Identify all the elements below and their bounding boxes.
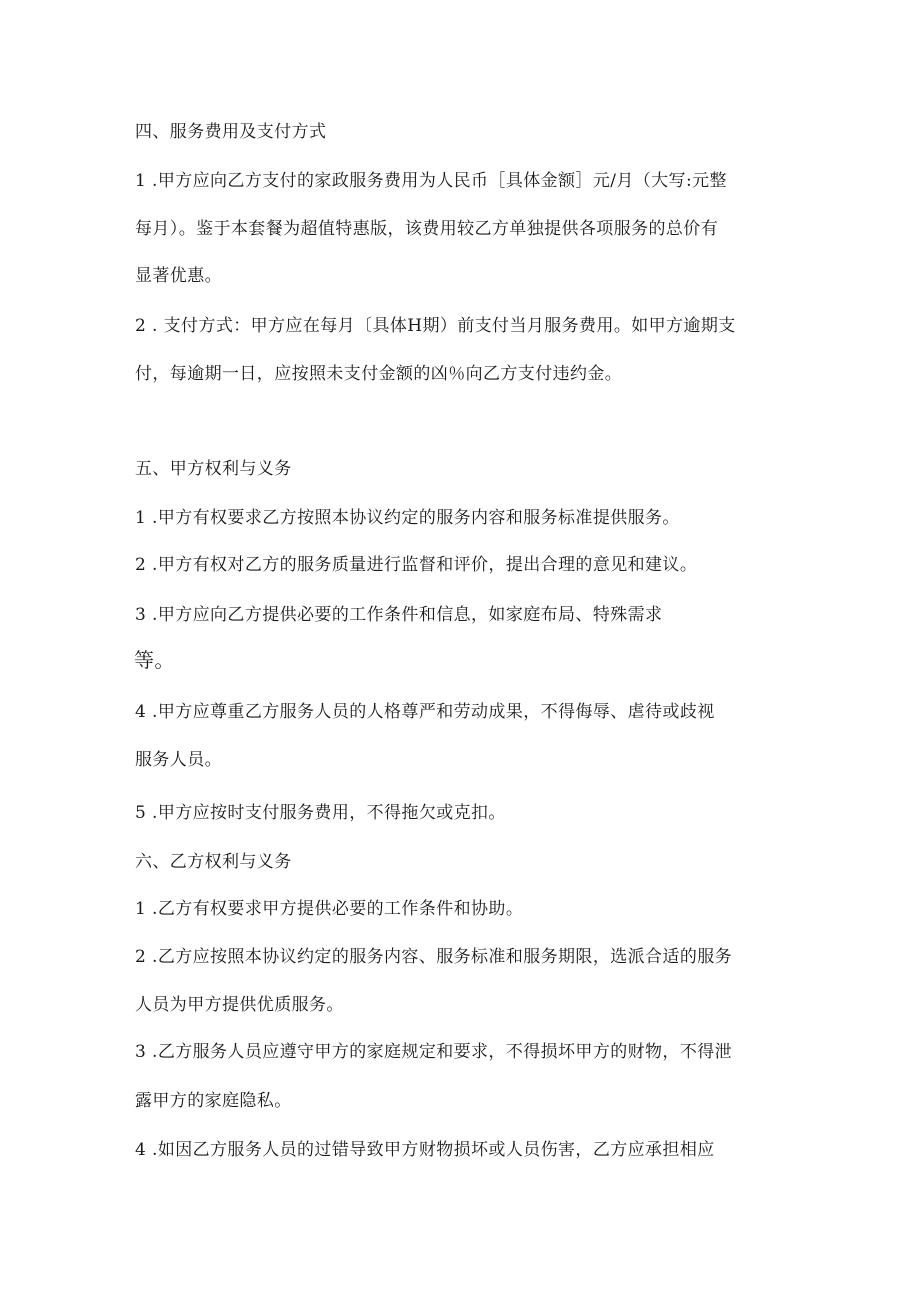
clause-4-1-line-3: 显著优惠。 — [135, 266, 222, 286]
section-heading-party-a-rights: 五、甲方权利与义务 — [135, 459, 292, 479]
clause-5-5: 5 .甲方应按时支付服务费用，不得拖欠或克扣。 — [135, 803, 506, 823]
clause-5-4-line-2: 服务人员。 — [135, 750, 222, 770]
clause-4-2-line-1: 2 . 支付方式：甲方应在每月〔具体H期）前支付当月服务费用。如甲方逾期支 — [135, 316, 736, 336]
clause-6-2-line-1: 2 .乙方应按照本协议约定的服务内容、服务标准和服务期限，选派合适的服务 — [135, 947, 733, 967]
clause-5-1: 1 .甲方有权要求乙方按照本协议约定的服务内容和服务标准提供服务。 — [135, 508, 680, 528]
clause-6-3-line-1: 3 .乙方服务人员应遵守甲方的家庭规定和要求，不得损坏甲方的财物，不得泄 — [135, 1042, 733, 1062]
clause-5-4-line-1: 4 .甲方应尊重乙方服务人员的人格尊严和劳动成果，不得侮辱、虐待或歧视 — [135, 702, 715, 722]
clause-6-4-line-1: 4 .如因乙方服务人员的过错导致甲方财物损坏或人员伤害，乙方应承担相应 — [135, 1140, 715, 1160]
clause-5-3-line-1: 3 .甲方应向乙方提供必要的工作条件和信息，如家庭布局、特殊需求 — [135, 605, 663, 625]
clause-4-1-line-2: 每月）。鉴于本套餐为超值特惠版，该费用较乙方单独提供各项服务的总价有 — [135, 219, 719, 239]
clause-5-3-line-2: 等。 — [134, 648, 175, 672]
clause-5-2: 2 .甲方有权对乙方的服务质量进行监督和评价，提出合理的意见和建议。 — [135, 555, 698, 575]
clause-4-2-line-2: 付，每逾期一日，应按照未支付金额的凶％向乙方支付违约金。 — [135, 364, 623, 384]
clause-6-2-line-2: 人员为甲方提供优质服务。 — [135, 995, 344, 1015]
clause-4-1-line-1: 1 .甲方应向乙方支付的家政服务费用为人民币［具体金额］元/月（大写:元整 — [135, 171, 727, 191]
clause-6-3-line-2: 露甲方的家庭隐私。 — [135, 1091, 292, 1111]
clause-6-1: 1 .乙方有权要求甲方提供必要的工作条件和协助。 — [135, 899, 524, 919]
section-heading-party-b-rights: 六、乙方权利与义务 — [135, 852, 292, 872]
section-heading-service-fees: 四、服务费用及支付方式 — [135, 122, 327, 142]
